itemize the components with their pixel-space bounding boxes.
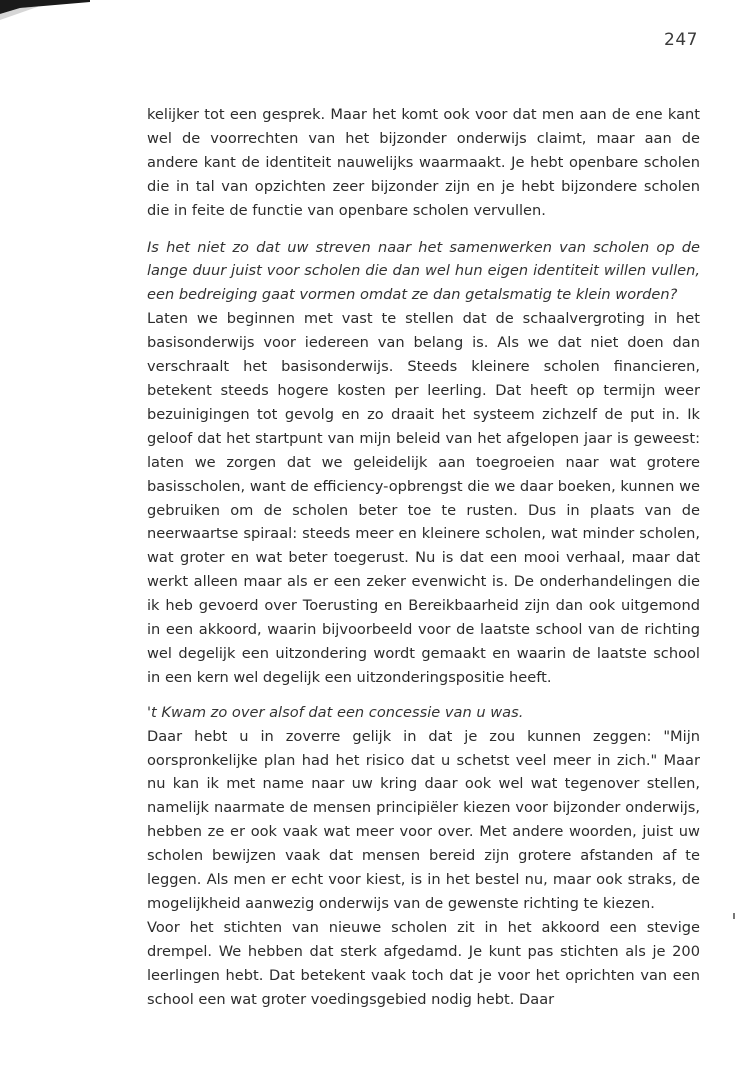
interview-question: 't Kwam zo over alsof dat een concessie van u was. bbox=[147, 703, 524, 721]
answer-paragraph: Daar hebt u in zoverre gelijk in dat je zou kunnen zeggen: "Mijn oorspronkelijke plan had het risico dat u schetst veel meer in zich." Maar nu kan ik met name naar uw kring daar ook wel wat tegenover stellen, namelijk naarmate de mensen principiëler kiezen voor bijzonder onderwijs, hebben ze er ook vaak wat meer voor over. Met andere woorden, juist uw scholen bewijzen vaak dat mensen bereid zijn grotere afstanden af te leggen. Als men er echt voor kiest, is in het bestel nu, maar ook straks, de mogelijkheid aanwezig onderwijs van de gewenste richting te kiezen. bbox=[147, 727, 700, 912]
scan-edge-mark bbox=[733, 913, 735, 919]
page-body bbox=[147, 103, 700, 1012]
answer-paragraph: Voor het stichten van nieuwe scholen zit in het akkoord een stevige drempel. We hebben dat sterk afgedamd. Je kunt pas stichten als je 200 leerlingen hebt. Dat betekent vaak toch dat je voor het oprichten van een school een wat groter voedingsgebied nodig hebt. Daar bbox=[147, 918, 700, 1008]
answer-paragraph: Laten we beginnen met vast te stellen dat de schaalvergroting in het basisonderwijs voor iedereen van belang is. Als we dat niet doen dan verschraalt het basisonderwijs. Steeds kleinere scholen financieren, betekent steeds hogere kosten per leerling. Dat heeft op termijn weer bezuinigingen tot gevolg en zo draait het systeem zichzelf de put in. Ik geloof dat het startpunt van mijn beleid van het afgelopen jaar is geweest: laten we zorgen dat we geleidelijk aan toegroeien naar wat grotere basisscholen, want de efficiency-opbrengst die we daar boeken, kunnen we gebruiken om de scholen beter toe te rusten. Dus in plaats van de neerwaartse spiraal: steeds meer en kleinere scholen, wat minder scholen, wat groter en wat beter toegerust. Nu is dat een mooi verhaal, maar dat werkt alleen maar als er een zeker evenwicht is. De onderhandelingen die ik heb gevoerd over Toerusting en Bereikbaarheid zijn dan ook uitgemond in een akkoord, waarin bijvoorbeeld voor de laatste school van de richting wel degelijk een uitzondering wordt gemaakt en waarin de laatste school in een kern wel degelijk een uitzonderingspositie heeft. bbox=[147, 310, 700, 686]
page-number: 247 bbox=[664, 30, 698, 50]
scan-corner-shadow bbox=[0, 0, 90, 40]
interview-question: Is het niet zo dat uw streven naar het samenwerken van scholen op de lange duur juist voor scholen die dan wel hun eigen identiteit willen vullen, een bedreiging gaat vormen omdat ze dan getalsmatig te klein worden? bbox=[147, 238, 700, 304]
answer-paragraph: kelijker tot een gesprek. Maar het komt ook voor dat men aan de ene kant wel de voorrechten van het bijzonder onderwijs claimt, maar aan de andere kant de identiteit nauwelijks waarmaakt. Je hebt openbare scholen die in tal van opzichten zeer bijzonder zijn en je hebt bijzondere scholen die in feite de functie van openbare scholen vervullen. bbox=[147, 106, 700, 219]
